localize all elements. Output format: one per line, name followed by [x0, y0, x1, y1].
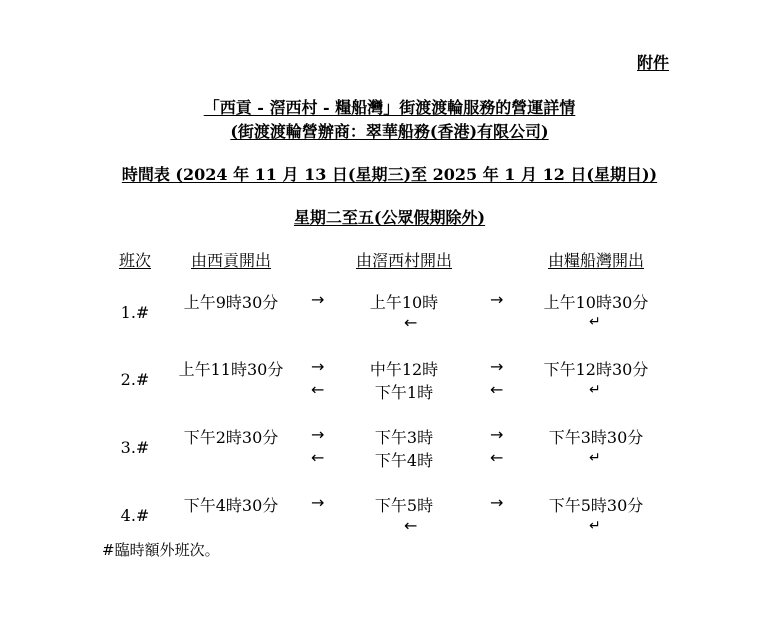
annex-label: 附件 [637, 53, 670, 72]
return-icon: ↵ [589, 382, 601, 398]
kau-sai-chau-departure: 下午5時 [374, 496, 434, 515]
left-arrow-icon: ← [404, 516, 418, 535]
right-arrow-icon: → [490, 357, 504, 376]
trip-number: 1.# [120, 303, 150, 322]
column-header-kau-sai-chau: 由滘西村開出 [355, 251, 452, 270]
column-header-leung-shuen-wan: 由糧船灣開出 [547, 251, 644, 270]
timetable-title: 時間表 (2024 年 11 月 13 日(星期三)至 2025 年 1 月 12 日(星期日)) [121, 165, 658, 184]
trip-number: 4.# [120, 506, 150, 525]
column-header-sai-kung: 由西貢開出 [190, 251, 271, 270]
leung-shuen-wan-departure: 上午10時30分 [543, 293, 649, 312]
trip-number: 3.# [120, 438, 150, 457]
return-icon: ↵ [589, 314, 601, 330]
right-arrow-icon: → [311, 290, 325, 309]
trip-number: 2.# [120, 370, 150, 389]
kau-sai-chau-departure: 上午10時 [369, 293, 439, 312]
title-line-1: 「西貢 - 滘西村 - 糧船灣」街渡渡輪服務的營運詳情 [203, 98, 576, 117]
left-arrow-icon: ← [490, 448, 504, 467]
right-arrow-icon: → [311, 493, 325, 512]
title-line-2: (街渡渡輪營辦商：翠華船務(香港)有限公司) [230, 122, 549, 141]
sai-kung-departure: 下午4時30分 [183, 496, 279, 515]
return-icon: ↵ [589, 518, 601, 534]
right-arrow-icon: → [490, 425, 504, 444]
right-arrow-icon: → [311, 357, 325, 376]
sai-kung-departure: 上午11時30分 [178, 360, 284, 379]
leung-shuen-wan-departure: 下午12時30分 [543, 360, 649, 379]
sai-kung-departure: 下午2時30分 [183, 428, 279, 447]
sai-kung-departure: 上午9時30分 [183, 293, 279, 312]
column-header-trip: 班次 [118, 251, 151, 270]
kau-sai-chau-return: 下午1時 [374, 383, 434, 402]
right-arrow-icon: → [311, 425, 325, 444]
left-arrow-icon: ← [311, 448, 325, 467]
right-arrow-icon: → [490, 493, 504, 512]
kau-sai-chau-departure: 下午3時 [374, 428, 434, 447]
return-icon: ↵ [589, 450, 601, 466]
left-arrow-icon: ← [490, 380, 504, 399]
kau-sai-chau-return: 下午4時 [374, 451, 434, 470]
days-heading: 星期二至五(公眾假期除外) [293, 208, 486, 227]
right-arrow-icon: → [490, 290, 504, 309]
left-arrow-icon: ← [311, 380, 325, 399]
leung-shuen-wan-departure: 下午5時30分 [548, 496, 644, 515]
footnote: #臨時額外班次。 [102, 541, 220, 559]
leung-shuen-wan-departure: 下午3時30分 [548, 428, 644, 447]
kau-sai-chau-departure: 中午12時 [369, 360, 439, 379]
left-arrow-icon: ← [404, 313, 418, 332]
